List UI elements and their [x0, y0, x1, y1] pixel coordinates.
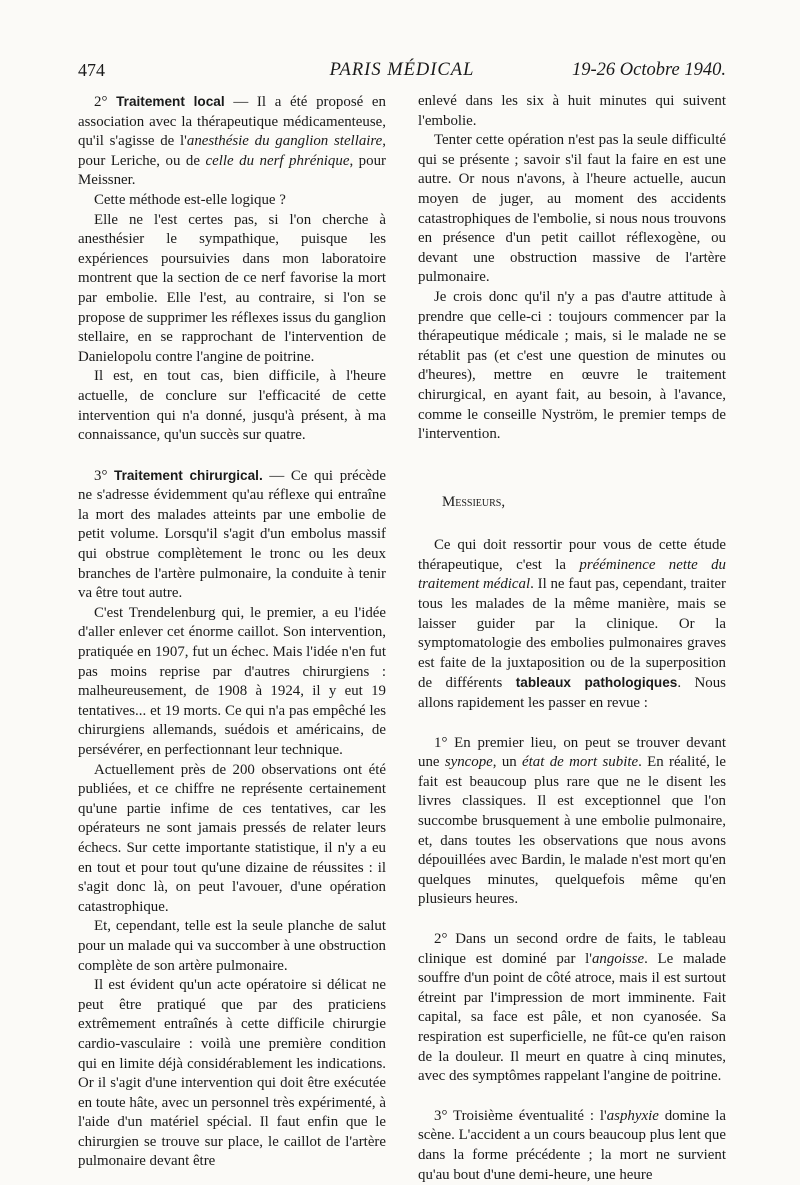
right-column — [418, 92, 726, 1185]
page-header — [78, 60, 726, 86]
paragraph: Il est évident qu'un acte opératoire si délicat ne peut être pratiqué que par des praticiens extrêmement entraînés à cette difficile chirurgie cardio-vasculaire : voilà une première condition qui en limite déjà considérablement les indications. Or il s'agit d'une intervention qui doit être exécutée en toute hâte, avec un personnel très expérimenté, à l'aide d'un matériel spécial. Il faut enfin que le chirurgien se trouve sur place, le caillot de l'artère pulmonaire devant être — [78, 977, 386, 1170]
list-item-asphyxie: 3° Troisième éventualité : l'asphyxie domine la scène. L'accident a un cours beaucoup plus lent que dans la forme précédente ; la mort ne survient qu'au bout d'une demi-heure, une heure — [418, 1107, 726, 1183]
paragraph: Actuellement près de 200 observations ont été publiées, et ce chiffre ne représente certainement qu'une partie infime de ces tentatives, car les opérateurs ne sont jamais pressés de relater leurs échecs. Sur cette importante statistique, il n'y a eu en tout et pour tout qu'une dizaine de réussites : il s'agit donc là, on peut l'avouer, d'une opération catastrophique. — [78, 761, 386, 915]
paragraph: Il est, en tout cas, bien difficile, à l'heure actuelle, de conclure sur l'efficacité de cette intervention qui n'a donné, jusqu'à présent, à ma connaissance, qu'un succès sur quatre. — [78, 368, 386, 444]
paragraph: enlevé dans les six à huit minutes qui suivent l'embolie. — [418, 93, 726, 129]
list-item-angoisse: 2° Dans un second ordre de faits, le tableau clinique est dominé par l'angoisse. Le malade souffre d'un point de côté atroce, mais il est surtout étreint par l'impression de mort imminente. Fait capital, sa face est pâle, et non cyanosée. Sa respiration est superficielle, ne fût-ce qu'en raison de la douleur. Il meurt en quatre à cinq minutes, avec des symptômes rappelant l'angine de poitrine. — [418, 930, 726, 1085]
page-number: 474 — [78, 60, 105, 80]
paragraph: Elle ne l'est certes pas, si l'on cherche à anesthésier le sympathique, puisque les expériences poursuivies dans mon laboratoire montrent que la section de ce nerf favorise la mort par embolie. Elle l'est, au contraire, si l'on se propose de supprimer les réflexes issus du ganglion stellaire, en se rapprochant de l'intervention de Danielopolu contre l'angine de poitrine. — [78, 211, 386, 365]
salutation: Messieurs, — [442, 493, 506, 510]
paragraph: Cette méthode est-elle logique ? — [94, 191, 286, 208]
paragraph: C'est Trendelenburg qui, le premier, a eu l'idée d'aller enlever cet énorme caillot. Son intervention, pratiquée en 1907, fut un échec. Mais l'idée n'en fut pas moins reprise par d'autres chirurgiens : malheureusement, de 1908 à 1924, il y eut 19 tentatives... et 19 morts. Ce qui n'a pas empêché les chirurgiens allemands, suédois et américains, de persévérer, en perfectionnant leur technique. — [78, 604, 386, 758]
list-item-syncope: 1° En premier lieu, on peut se trouver devant une syncope, un état de mort subite. En réalité, le fait est beaucoup plus rare que ne le disent les livres classiques. Il est exceptionnel que l'on succombe brusquement à une embolie pulmonaire, et, dans toutes les observations que nous avons dépouillées avec Bardin, le malade n'est mort qu'en quelques minutes, quelquefois même qu'en plusieurs heures. — [418, 734, 726, 908]
paragraph: Et, cependant, telle est la seule planche de salut pour un malade qui va succomber à une obstruction complète de son artère pulmonaire. — [78, 918, 386, 974]
left-column — [78, 92, 386, 1172]
section-3-heading: Traitement chirurgical. — [114, 467, 263, 483]
journal-title: PARIS MÉDICAL — [329, 60, 475, 80]
issue-date: 19-26 Octobre 1940. — [572, 60, 726, 80]
section-3-paragraph: 3° Traitement chirurgical. — Ce qui précède ne s'adresse évidemment qu'au réflexe qui entraîne la mort des malades atteints par une embolie de petit volume. Lorsqu'il s'agit d'un embolus massif qui obstrue complètement le tronc ou les deux branches de l'artère pulmonaire, la conduite à tenir va être tout autre. — [78, 467, 386, 602]
paragraph: Je crois donc qu'il n'y a pas d'autre attitude à prendre que celle-ci : toujours commencer par la thérapeutique médicale ; mais, si le malade ne se rétablit pas (et c'est une question de minutes ou d'heures), mettre en œuvre le traitement chirurgical, en ayant fait, au besoin, à l'avance, comme le conseille Nyström, le premier temps de l'intervention. — [418, 288, 726, 443]
section-2-heading: Traitement local — [116, 94, 225, 109]
section-2-paragraph: 2° Traitement local — Il a été proposé en association avec la thérapeutique médicamenteuse, qu'il s'agisse de l'anesthésie du ganglion stellaire, pour Leriche, ou de celle du nerf phrénique, pour Meissner. — [78, 94, 386, 189]
paragraph: Ce qui doit ressortir pour vous de cette étude thérapeutique, c'est la prééminence nette du traitement médical. Il ne faut pas, cependant, traiter tous les malades de la même manière, mais se laisser guider par la clinique. Or la symptomatologie des embolies pulmonaires graves est faite de la juxtaposition ou de la superposition de différents tableaux pathologiques. Nous allons rapidement les passer en revue : — [418, 537, 726, 712]
paragraph: Tenter cette opération n'est pas la seule difficulté qui se présente ; savoir s'il faut la faire en est une autre. Or nous n'avons, à l'heure actuelle, aucun moyen de juger, au moment des accidents catastrophiques de l'embolie, si nous nous trouvons en présence d'un petit caillot réflexogène, ou devant une obstruction massive de l'artère pulmonaire. — [418, 132, 726, 286]
